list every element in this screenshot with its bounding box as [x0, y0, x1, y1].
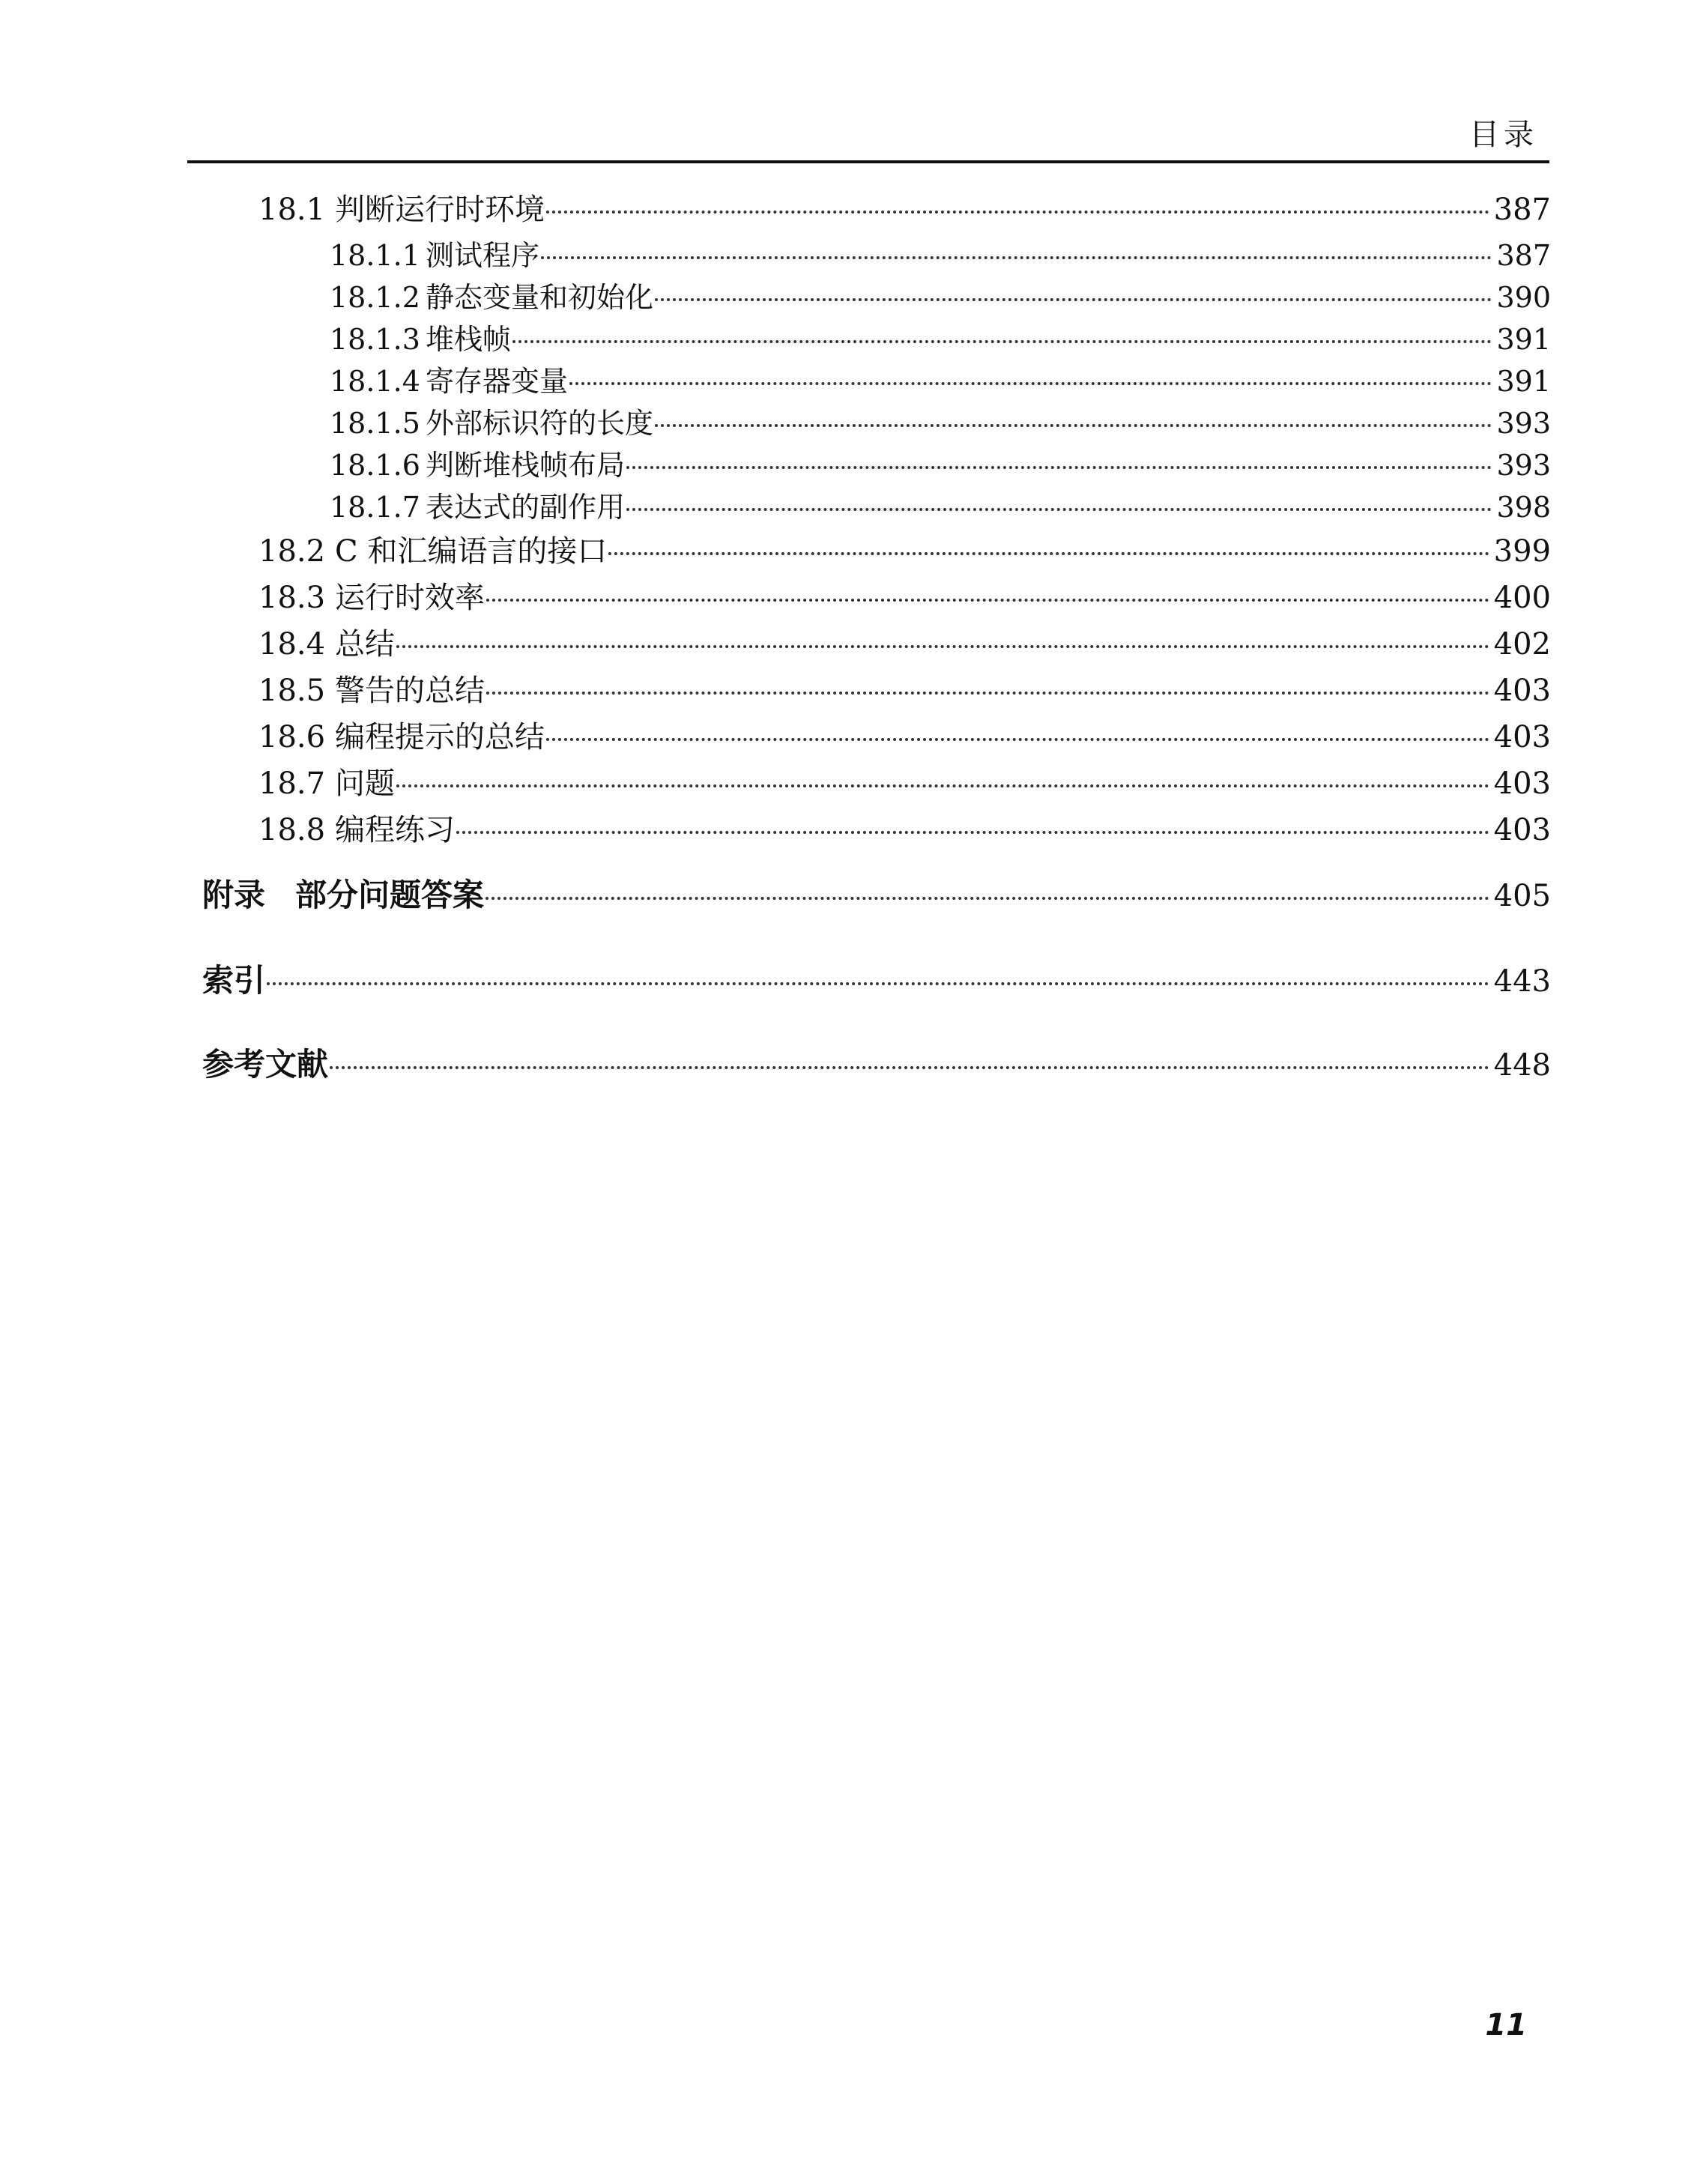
entry-number: 18.8	[258, 813, 326, 847]
entry-title: 警告的总结	[335, 674, 485, 708]
running-head: 目录	[1469, 118, 1538, 152]
entry-page: 387	[1493, 193, 1551, 227]
dot-leader	[655, 298, 1492, 301]
entry-title: 问题	[335, 766, 395, 801]
entry-page: 400	[1493, 581, 1551, 615]
entry-title: 堆栈帧	[426, 323, 512, 356]
entry-title: 静态变量和初始化	[426, 281, 654, 314]
entry-title: 部分问题答案	[295, 877, 485, 913]
toc-entry[interactable]	[0, 358, 1551, 399]
entry-number: 18.3	[258, 581, 326, 615]
dot-leader	[569, 382, 1492, 385]
entry-page: 402	[1493, 627, 1551, 662]
entry-page: 403	[1493, 813, 1551, 847]
entry-number: 18.4	[258, 627, 326, 662]
dot-leader	[546, 211, 1489, 214]
entry-title: 总结	[335, 627, 395, 662]
entry-page: 403	[1493, 674, 1551, 708]
dot-leader	[546, 738, 1489, 741]
toc-entry[interactable]	[0, 400, 1551, 441]
entry-number: 18.1	[258, 193, 326, 227]
dot-leader	[485, 897, 1489, 900]
toc-entry[interactable]	[0, 274, 1551, 315]
entry-number: 18.7	[258, 766, 326, 801]
dot-leader	[486, 692, 1489, 695]
entry-page: 443	[1493, 964, 1551, 999]
entry-title: 测试程序	[426, 239, 540, 272]
entry-title: 寄存器变量	[426, 365, 569, 398]
toc-entry[interactable]	[0, 232, 1551, 273]
entry-title: 判断运行时环境	[335, 193, 545, 227]
dot-leader	[626, 508, 1492, 511]
entry-page: 405	[1493, 879, 1551, 913]
dot-leader	[396, 645, 1489, 648]
dot-leader	[456, 831, 1489, 834]
entry-page: 393	[1496, 449, 1551, 482]
entry-number: 18.1.6	[330, 449, 420, 482]
entry-page: 387	[1496, 239, 1551, 272]
toc-entry-appendix[interactable]	[0, 871, 1551, 916]
dot-leader	[396, 784, 1489, 787]
entry-number: 18.1.2	[330, 281, 420, 314]
toc-entry-references[interactable]	[0, 1040, 1551, 1085]
toc-entry[interactable]	[0, 620, 1551, 663]
toc-entry[interactable]	[0, 760, 1551, 802]
entry-page: 399	[1493, 534, 1551, 569]
dot-leader	[486, 599, 1489, 602]
toc-entry[interactable]	[0, 667, 1551, 710]
entry-number: 18.1.3	[330, 323, 420, 356]
toc-entry[interactable]	[0, 574, 1551, 617]
entry-number: 18.2	[258, 534, 326, 569]
entry-title: 表达式的副作用	[426, 491, 626, 524]
entry-number: 18.1.5	[330, 407, 420, 440]
toc-entry[interactable]	[0, 806, 1551, 849]
entry-page: 403	[1493, 766, 1551, 801]
dot-leader	[608, 552, 1489, 555]
toc-entry[interactable]	[0, 442, 1551, 483]
entry-page: 403	[1493, 720, 1551, 754]
entry-title: C 和汇编语言的接口	[335, 534, 608, 569]
page-number: 11	[1485, 2008, 1527, 2042]
dot-leader	[626, 466, 1492, 469]
entry-title: 判断堆栈帧布局	[426, 449, 626, 482]
entry-number: 18.1.7	[330, 491, 420, 524]
entry-number: 附录	[202, 877, 266, 913]
entry-page: 391	[1496, 323, 1551, 356]
entry-title: 外部标识符的长度	[426, 407, 654, 440]
toc-entry-index[interactable]	[0, 956, 1551, 1001]
toc-entry[interactable]	[0, 316, 1551, 357]
entry-page: 393	[1496, 407, 1551, 440]
toc-entry[interactable]	[0, 713, 1551, 756]
entry-number: 18.1.4	[330, 365, 420, 398]
entry-title: 索引	[202, 962, 266, 999]
dot-leader	[655, 424, 1492, 427]
entry-page: 448	[1493, 1048, 1551, 1083]
entry-title: 运行时效率	[335, 581, 485, 615]
dot-leader	[512, 340, 1492, 343]
dot-leader	[267, 982, 1489, 985]
toc-entry[interactable]	[0, 484, 1551, 525]
entry-title: 编程提示的总结	[335, 720, 545, 754]
entry-page: 391	[1496, 365, 1551, 398]
entry-page: 390	[1496, 281, 1551, 314]
dot-leader	[541, 256, 1492, 259]
entry-number: 18.6	[258, 720, 326, 754]
toc-entry[interactable]	[0, 527, 1551, 570]
entry-page: 398	[1496, 491, 1551, 524]
entry-number: 18.5	[258, 674, 326, 708]
dot-leader	[330, 1066, 1489, 1069]
entry-title: 编程练习	[335, 813, 455, 847]
entry-title: 参考文献	[202, 1046, 329, 1083]
entry-number: 18.1.1	[330, 239, 420, 272]
toc-entry[interactable]	[0, 186, 1551, 229]
